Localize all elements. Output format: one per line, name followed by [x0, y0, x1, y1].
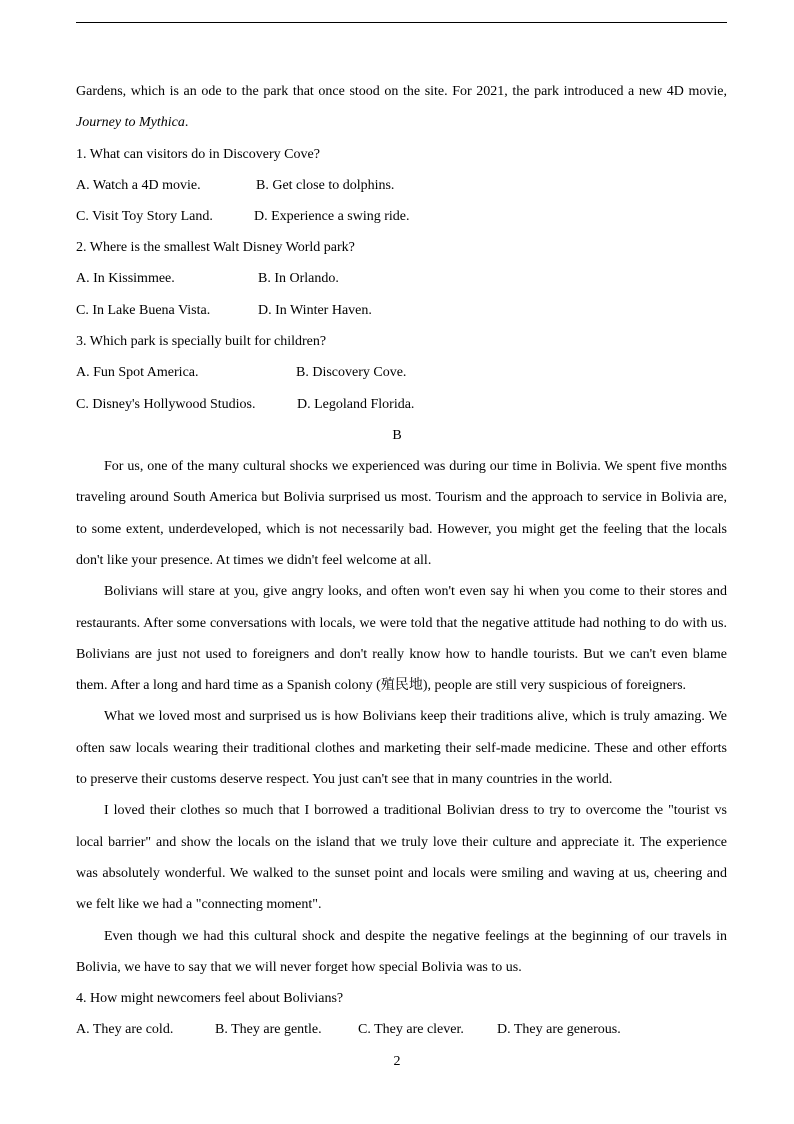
paragraph-4-line-1: I loved their clothes so much that I borrowed a traditional Bolivian dress to try to overcome the "tourist vs: [104, 803, 727, 818]
paragraph-4-line-3: was absolutely wonderful. We walked to the sunset point and locals were smiling and waving at us, cheering and: [76, 866, 727, 881]
question-3-option-d: D. Legoland Florida.: [297, 397, 415, 412]
intro-line-2-end: .: [184, 115, 189, 130]
header-rule: [76, 22, 727, 23]
paragraph-5-line-1: Even though we had this cultural shock and despite the negative feelings at the beginning of our travels in: [104, 929, 727, 944]
paragraph-2-line-4: them. After a long and hard time as a Spanish colony (殖民地), people are still very suspicious of foreigners.: [76, 678, 687, 693]
question-2-option-d: D. In Winter Haven.: [258, 303, 372, 318]
question-3-option-b: B. Discovery Cove.: [296, 365, 407, 380]
paragraph-5-line-2: Bolivia, we have to say that we will never forget how special Bolivia was to us.: [76, 960, 522, 975]
intro-line-2: [76, 115, 188, 131]
paragraph-1-line-2: traveling around South America but Bolivia surprised us most. Tourism and the approach to service in Bolivia are,: [76, 490, 727, 505]
question-1-option-d: D. Experience a swing ride.: [254, 209, 410, 224]
question-4-option-c: C. They are clever.: [358, 1022, 464, 1037]
question-2-stem: 2. Where is the smallest Walt Disney World park?: [76, 240, 355, 255]
question-3-stem: 3. Which park is specially built for children?: [76, 334, 327, 349]
question-1-stem: 1. What can visitors do in Discovery Cove?: [76, 147, 320, 162]
question-2-option-b: B. In Orlando.: [258, 271, 339, 286]
paragraph-2-line-3: Bolivians are just not used to foreigners and don't really know how to handle tourists. But we can't even blame: [76, 647, 727, 662]
question-4-stem: 4. How might newcomers feel about Bolivians?: [76, 991, 344, 1006]
paragraph-2-line-2: restaurants. After some conversations with locals, we were told that the negative attitude had nothing to do with us.: [76, 616, 727, 631]
paragraph-1-line-3: to some extent, underdeveloped, which is not necessarily bad. However, you might get the feeling that the locals: [76, 522, 727, 537]
paragraph-2-line-1: Bolivians will stare at you, give angry looks, and often won't even say hi when you come to their stores and: [104, 584, 727, 599]
question-1-option-b: B. Get close to dolphins.: [256, 178, 395, 193]
paragraph-3-line-2: often saw locals wearing their traditional clothes and marketing their self-made medicine. These and other efforts: [76, 741, 727, 756]
question-4-option-d: D. They are generous.: [497, 1022, 621, 1037]
paragraph-1-line-1: For us, one of the many cultural shocks we experienced was during our time in Bolivia. We spent five months: [104, 459, 727, 474]
question-3-option-c: C. Disney's Hollywood Studios.: [76, 397, 256, 412]
movie-title: Journey to Mythica: [76, 115, 185, 130]
question-4-option-a: A. They are cold.: [76, 1022, 174, 1037]
question-2-option-a: A. In Kissimmee.: [76, 271, 175, 286]
question-2-option-c: C. In Lake Buena Vista.: [76, 303, 211, 318]
paragraph-3-line-3: to preserve their customs deserve respect. You just can't see that in many countries in the world.: [76, 772, 613, 787]
paragraph-3-line-1: What we loved most and surprised us is how Bolivians keep their traditions alive, which is truly amazing. We: [104, 709, 727, 724]
intro-line-1: Gardens, which is an ode to the park that once stood on the site. For 2021, the park introduced a new 4D movie,: [76, 84, 727, 99]
paragraph-1-line-4: don't like your presence. At times we didn't feel welcome at all.: [76, 553, 432, 568]
question-1-option-c: C. Visit Toy Story Land.: [76, 209, 213, 224]
paragraph-4-line-2: local barrier" and show the locals on the island that we truly love their culture and appreciate it. The experience: [76, 835, 727, 850]
question-3-option-a: A. Fun Spot America.: [76, 365, 199, 380]
question-1-option-a: A. Watch a 4D movie.: [76, 178, 201, 193]
question-4-option-b: B. They are gentle.: [215, 1022, 322, 1037]
section-b-heading: B: [392, 428, 402, 443]
page-number: 2: [393, 1054, 401, 1069]
paragraph-4-line-4: we felt like we had a "connecting moment".: [76, 897, 322, 912]
